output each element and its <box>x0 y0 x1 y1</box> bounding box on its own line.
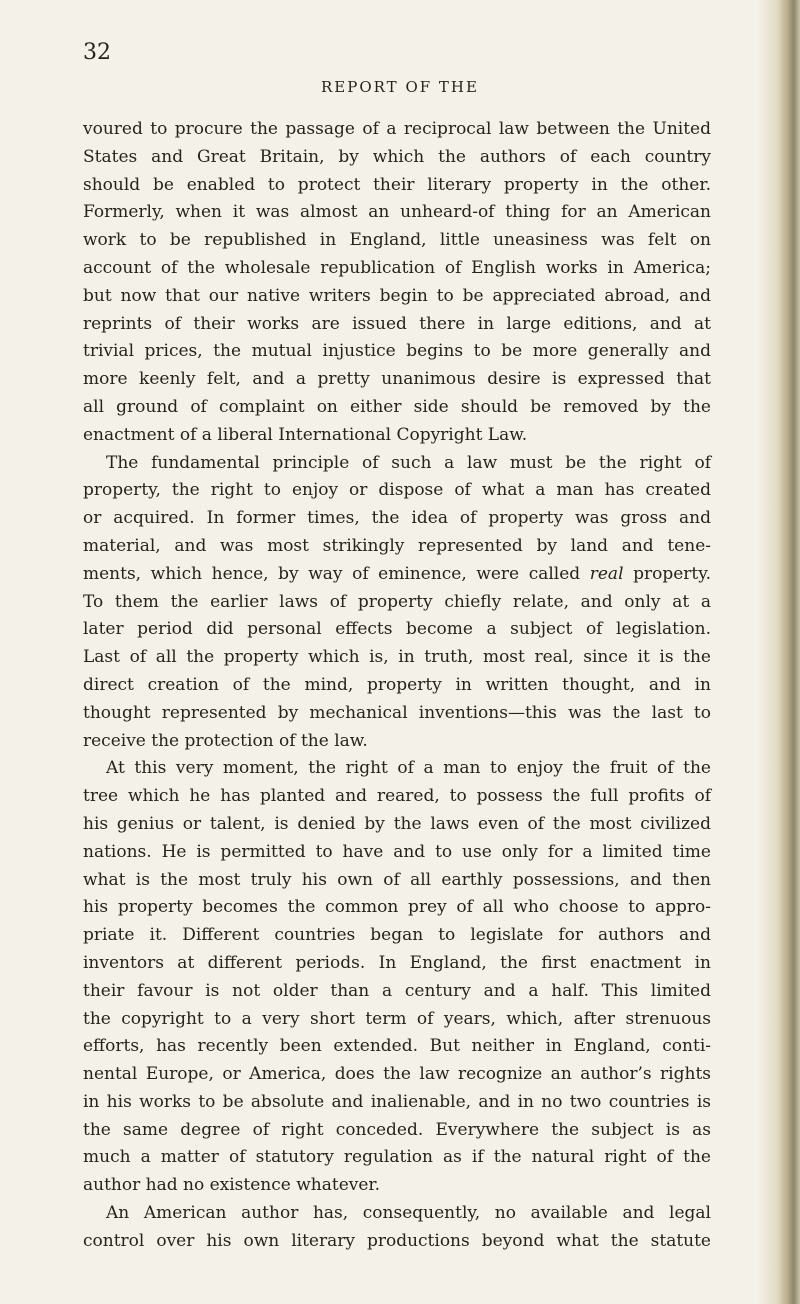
text-line: the same degree of right conceded. Everywhere the subject is as <box>83 1119 711 1140</box>
page-edge-shadow <box>758 0 800 1304</box>
text-line: or acquired. In former times, the idea of property was gross and <box>83 508 711 529</box>
text-line: more keenly felt, and a pretty unanimous desire is expressed that <box>83 369 711 390</box>
text-line: but now that our native writers begin to be appreciated abroad, and <box>83 285 711 306</box>
text-line: nental Europe, or America, does the law recognize an author’s rights <box>83 1064 711 1085</box>
text-line: his property becomes the common prey of all who choose to appro- <box>83 897 711 918</box>
text-line: his genius or talent, is denied by the laws even of the most civilized <box>83 813 711 834</box>
text-line: what is the most truly his own of all earthly possessions, and then <box>83 869 711 890</box>
text-line: Formerly, when it was almost an unheard-of thing for an American <box>83 202 711 223</box>
text-line: in his works to be absolute and inalienable, and in no two countries is <box>83 1091 711 1112</box>
text-line: voured to procure the passage of a reciprocal law between the United <box>83 119 711 139</box>
text-line: States and Great Britain, by which the authors of each country <box>83 146 711 167</box>
page-number: 32 <box>83 40 111 65</box>
text-line: the copyright to a very short term of years, which, after strenuous <box>83 1008 711 1029</box>
text-line: control over his own literary productions beyond what the statute <box>83 1230 711 1251</box>
text-line: ments, which hence, by way of eminence, were called real property. <box>83 563 711 584</box>
text-line: property, the right to enjoy or dispose of what a man has created <box>83 480 711 501</box>
text-line: At this very moment, the right of a man to enjoy the fruit of the <box>106 758 711 779</box>
text-line: An American author has, consequently, no available and legal <box>106 1203 711 1224</box>
text-line: should be enabled to protect their literary property in the other. <box>83 174 711 195</box>
text-line: efforts, has recently been extended. But neither in England, conti- <box>83 1036 711 1057</box>
text-line: material, and was most strikingly represented by land and tene- <box>83 535 711 556</box>
body-text <box>83 116 711 1256</box>
paragraph-3 <box>83 755 711 1200</box>
text-line: thought represented by mechanical inventions—this was the last to <box>83 702 711 723</box>
emphasis-real: real <box>589 563 624 584</box>
text-line: all ground of complaint on either side should be removed by the <box>83 396 711 417</box>
text-line: receive the protection of the law. <box>83 730 368 751</box>
text-line: account of the wholesale republication of English works in America; <box>83 257 711 278</box>
text-line: The fundamental principle of such a law must be the right of <box>106 452 711 473</box>
text-line: trivial prices, the mutual injustice begins to be more generally and <box>83 341 711 362</box>
text-line: their favour is not older than a century and a half. This limited <box>83 980 711 1001</box>
text-line: enactment of a liberal International Copyright Law. <box>83 424 528 445</box>
text-line: nations. He is permitted to have and to use only for a limited time <box>83 841 711 862</box>
paragraph-4 <box>83 1200 711 1256</box>
text-line: priate it. Different countries began to legislate for authors and <box>83 925 711 946</box>
text-line: tree which he has planted and reared, to possess the full profits of <box>83 786 711 807</box>
paragraph-1 <box>83 116 711 450</box>
text-line: reprints of their works are issued there in large editions, and at <box>83 313 711 334</box>
text-line: Last of all the property which is, in truth, most real, since it is the <box>83 647 711 668</box>
text-line: work to be republished in England, little uneasiness was felt on <box>83 230 711 251</box>
text-line: direct creation of the mind, property in written thought, and in <box>83 674 711 695</box>
text-line: later period did personal effects become a subject of legislation. <box>83 619 711 640</box>
text-line: author had no existence whatever. <box>83 1175 381 1196</box>
running-head: REPORT OF THE <box>321 78 479 96</box>
text-line: inventors at different periods. In England, the first enactment in <box>83 952 711 973</box>
text-line: To them the earlier laws of property chiefly relate, and only at a <box>83 591 711 612</box>
text-line: much a matter of statutory regulation as if the natural right of the <box>83 1147 711 1168</box>
paragraph-2 <box>83 450 711 756</box>
